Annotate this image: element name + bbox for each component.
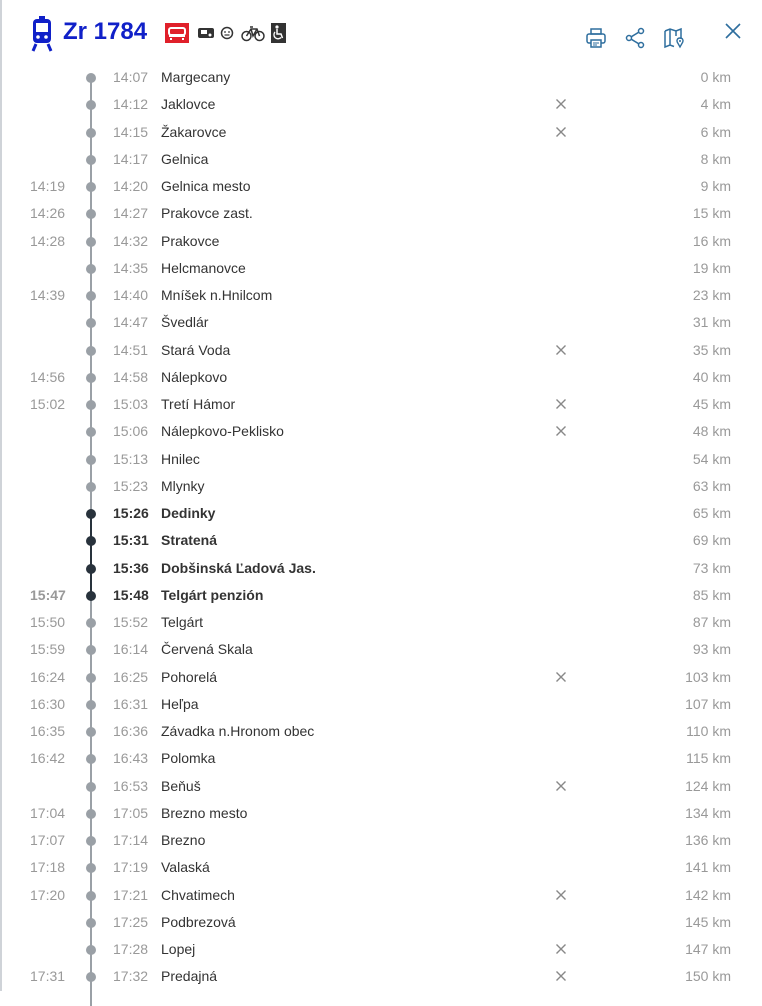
request-stop-icon [555, 943, 567, 955]
departure-time: 15:13 [113, 450, 149, 467]
arrival-time: 14:39 [30, 287, 66, 303]
distance-km: 73 km [692, 559, 731, 576]
distance-km: 103 km [685, 668, 731, 685]
stop-dot [86, 673, 96, 683]
station-name[interactable]: Telgárt penzión [161, 586, 264, 603]
distance-km: 6 km [700, 123, 731, 140]
timetable-row [0, 691, 762, 718]
stop-dot [86, 536, 96, 546]
distance-km: 124 km [685, 777, 731, 794]
stop-dot [86, 863, 96, 873]
departure-time: 15:36 [113, 559, 149, 576]
distance-km: 16 km [692, 232, 731, 249]
distance-km: 19 km [692, 259, 731, 276]
station-name[interactable]: Margecany [161, 69, 231, 85]
stop-dot [86, 972, 96, 982]
request-stop-icon [555, 889, 567, 901]
arrival-time: 15:47 [30, 586, 66, 603]
timetable-row [0, 200, 762, 227]
stop-dot [86, 482, 96, 492]
arrival-time: 15:59 [30, 641, 66, 658]
timetable-row [0, 963, 762, 990]
departure-time: 15:06 [113, 423, 149, 440]
stop-dot [86, 782, 96, 792]
distance-km: 40 km [692, 368, 731, 385]
stop-dot [86, 455, 96, 465]
close-button[interactable] [721, 19, 745, 43]
departure-time: 17:25 [113, 913, 149, 930]
request-stop-icon [555, 425, 567, 437]
stop-dot [86, 182, 96, 192]
departure-time: 14:15 [113, 123, 149, 140]
departure-time: 15:23 [113, 477, 149, 494]
timetable-row [0, 119, 762, 146]
station-name[interactable]: Hnilec [161, 450, 200, 467]
bicycle-icon [241, 23, 265, 43]
wheelchair-icon [271, 23, 286, 43]
station-name[interactable]: Nálepkovo-Peklisko [161, 423, 284, 440]
arrival-time: 16:35 [30, 723, 66, 739]
distance-km: 31 km [692, 314, 731, 331]
departure-time: 15:52 [113, 614, 149, 630]
timetable-row [0, 282, 762, 309]
timetable-row [0, 337, 762, 364]
departure-time: 15:03 [113, 396, 149, 412]
arrival-time: 14:56 [30, 368, 66, 385]
request-stop-icon [555, 126, 567, 138]
timetable-row [0, 936, 762, 963]
departure-time: 16:14 [113, 641, 149, 658]
timetable-row [0, 446, 762, 473]
station-name[interactable]: Brezno [161, 832, 206, 848]
timetable-row [0, 745, 762, 772]
station-name[interactable]: Brezno mesto [161, 804, 248, 821]
arrival-time: 16:24 [30, 668, 66, 685]
distance-km: 23 km [692, 287, 731, 303]
refreshments-icon [220, 23, 234, 43]
distance-km: 69 km [692, 532, 731, 549]
timetable-row [0, 800, 762, 827]
distance-km: 150 km [685, 968, 731, 985]
departure-time: 14:40 [113, 287, 149, 303]
arrival-time: 17:04 [30, 804, 66, 821]
departure-time: 17:21 [113, 886, 149, 903]
ticket-machine-icon [196, 23, 216, 43]
arrival-time: 16:30 [30, 695, 66, 712]
stop-dot [86, 427, 96, 437]
station-name[interactable]: Chvatimech [161, 886, 235, 903]
station-name[interactable]: Prakovce zast. [161, 205, 253, 222]
stop-dot [86, 618, 96, 628]
timetable-row [0, 854, 762, 881]
distance-km: 54 km [692, 450, 731, 467]
departure-time: 15:48 [113, 586, 149, 603]
station-name[interactable]: Mníšek n.Hnilcom [161, 287, 273, 303]
request-stop-icon [555, 398, 567, 410]
departure-time: 16:31 [113, 695, 149, 712]
distance-km: 142 km [685, 886, 731, 903]
stop-dot [86, 264, 96, 274]
departure-time: 14:20 [113, 178, 149, 194]
stop-dot [86, 836, 96, 846]
station-name[interactable]: Heľpa [161, 695, 199, 712]
station-name[interactable]: Helcmanovce [161, 259, 246, 276]
distance-km: 110 km [686, 723, 731, 739]
distance-km: 15 km [692, 205, 731, 222]
station-name[interactable]: Jaklovce [161, 96, 216, 113]
station-name[interactable]: Valaská [161, 859, 210, 876]
stop-dot [86, 918, 96, 928]
station-name[interactable]: Gelnica [161, 150, 209, 167]
timetable-row [0, 309, 762, 336]
distance-km: 35 km [692, 341, 731, 358]
departure-time: 15:31 [113, 532, 149, 549]
stop-dot [86, 727, 96, 737]
station-name[interactable]: Prakovce [161, 232, 220, 249]
train-icon [30, 16, 54, 52]
stop-dot [86, 346, 96, 356]
station-name[interactable]: Dobšinská Ľadová Jas. [161, 559, 316, 576]
departure-time: 14:27 [113, 205, 149, 222]
distance-km: 147 km [685, 941, 731, 957]
arrival-time: 14:28 [30, 232, 66, 249]
timetable-row [0, 255, 762, 282]
printer-icon [584, 26, 608, 50]
distance-km: 4 km [700, 96, 731, 113]
request-stop-icon [555, 344, 567, 356]
timetable-row [0, 146, 762, 173]
distance-km: 134 km [685, 804, 731, 821]
arrival-time: 14:26 [30, 205, 66, 222]
stop-dot [86, 809, 96, 819]
timetable-row [0, 173, 762, 200]
station-name[interactable]: Tretí Hámor [161, 396, 236, 412]
request-stop-icon [555, 970, 567, 982]
stop-dot [86, 373, 96, 383]
departure-time: 16:43 [113, 750, 149, 767]
arrival-time: 16:42 [30, 750, 66, 767]
request-stop-icon [555, 98, 567, 110]
timetable-row [0, 827, 762, 854]
timetable-row [0, 91, 762, 118]
stop-dot [86, 891, 96, 901]
timetable-row [0, 364, 762, 391]
departure-time: 14:17 [113, 150, 149, 167]
departure-time: 17:14 [113, 832, 149, 848]
print-button[interactable] [584, 26, 608, 50]
distance-km: 141 km [685, 859, 731, 876]
timetable-row [0, 582, 762, 609]
timetable-row [0, 718, 762, 745]
station-name[interactable]: Lopej [161, 941, 196, 957]
station-name[interactable]: Závadka n.Hronom obec [161, 723, 315, 739]
stop-dot [86, 128, 96, 138]
distance-km: 93 km [692, 641, 731, 658]
station-name[interactable]: Dedinky [161, 505, 216, 521]
distance-km: 107 km [685, 695, 731, 712]
distance-km: 45 km [692, 396, 731, 412]
arrival-time: 17:20 [30, 886, 66, 903]
header [0, 0, 762, 64]
departure-time: 14:35 [113, 259, 149, 276]
timetable-row [0, 555, 762, 582]
station-name[interactable]: Gelnica mesto [161, 178, 251, 194]
map-icon [662, 26, 686, 50]
arrival-time: 15:50 [30, 614, 66, 630]
departure-time: 17:05 [113, 804, 149, 821]
departure-time: 15:26 [113, 505, 149, 521]
stop-dot [86, 291, 96, 301]
distance-km: 87 km [692, 614, 731, 630]
request-stop-icon [555, 780, 567, 792]
distance-km: 63 km [692, 477, 731, 494]
station-name[interactable]: Stratená [161, 532, 218, 549]
distance-km: 115 km [686, 750, 731, 767]
stop-dot [86, 945, 96, 955]
restaurant-icon [165, 23, 189, 43]
departure-time: 17:19 [113, 859, 149, 876]
timetable-row [0, 418, 762, 445]
close-icon [721, 19, 745, 43]
distance-km: 9 km [700, 178, 731, 194]
timetable-row [0, 664, 762, 691]
station-name[interactable]: Predajná [161, 968, 218, 985]
stop-dot [86, 564, 96, 574]
timetable-row [0, 473, 762, 500]
arrival-time: 14:19 [30, 178, 66, 194]
timetable-row [0, 500, 762, 527]
station-name[interactable]: Červená Skala [161, 641, 253, 658]
distance-km: 145 km [685, 913, 731, 930]
departure-time: 16:25 [113, 668, 149, 685]
stop-dot [86, 209, 96, 219]
stop-dot [86, 700, 96, 710]
timetable-row [0, 773, 762, 800]
station-name[interactable]: Podbrezová [161, 913, 236, 930]
stop-dot [86, 318, 96, 328]
distance-km: 0 km [700, 69, 731, 85]
stop-dot [86, 509, 96, 519]
timetable-row [0, 909, 762, 936]
stop-dot [86, 73, 96, 83]
departure-time: 17:32 [113, 968, 149, 985]
share-button[interactable] [623, 26, 647, 50]
timetable-row [0, 228, 762, 255]
timetable-row [0, 636, 762, 663]
station-name[interactable]: Pohorelá [161, 668, 218, 685]
distance-km: 65 km [692, 505, 731, 521]
station-name[interactable]: Beňuš [161, 777, 201, 794]
departure-time: 14:32 [113, 232, 149, 249]
distance-km: 85 km [692, 586, 731, 603]
departure-time: 14:51 [113, 341, 149, 358]
stop-dot [86, 400, 96, 410]
stop-dot [86, 591, 96, 601]
departure-time: 16:53 [113, 777, 149, 794]
station-name[interactable]: Polomka [161, 750, 216, 767]
station-name[interactable]: Žakarovce [161, 123, 227, 140]
distance-km: 136 km [685, 832, 731, 848]
departure-time: 17:28 [113, 941, 149, 957]
request-stop-icon [555, 671, 567, 683]
timetable-row [0, 609, 762, 636]
station-name[interactable]: Mlynky [161, 477, 205, 494]
stop-dot [86, 100, 96, 110]
station-name[interactable]: Nálepkovo [161, 368, 228, 385]
timetable-row [0, 391, 762, 418]
stop-dot [86, 754, 96, 764]
stop-dot [86, 645, 96, 655]
timetable-row [0, 64, 762, 91]
timetable-row [0, 882, 762, 909]
arrival-time: 15:02 [30, 396, 66, 412]
station-name[interactable]: Stará Voda [161, 341, 231, 358]
stop-dot [86, 155, 96, 165]
arrival-time: 17:18 [30, 859, 66, 876]
departure-time: 14:47 [113, 314, 149, 331]
station-name[interactable]: Švedlár [161, 314, 209, 331]
train-title: Zr 1784 [63, 18, 148, 45]
departure-time: 14:07 [113, 69, 149, 85]
departure-time: 14:58 [113, 368, 149, 385]
timetable-row [0, 527, 762, 554]
map-button[interactable] [662, 26, 686, 50]
distance-km: 8 km [700, 150, 731, 167]
distance-km: 48 km [692, 423, 731, 440]
departure-time: 14:12 [113, 96, 149, 113]
arrival-time: 17:31 [30, 968, 66, 985]
station-name[interactable]: Telgárt [161, 614, 204, 630]
share-icon [623, 26, 647, 50]
arrival-time: 17:07 [30, 832, 66, 848]
stop-dot [86, 237, 96, 247]
departure-time: 16:36 [113, 723, 149, 739]
